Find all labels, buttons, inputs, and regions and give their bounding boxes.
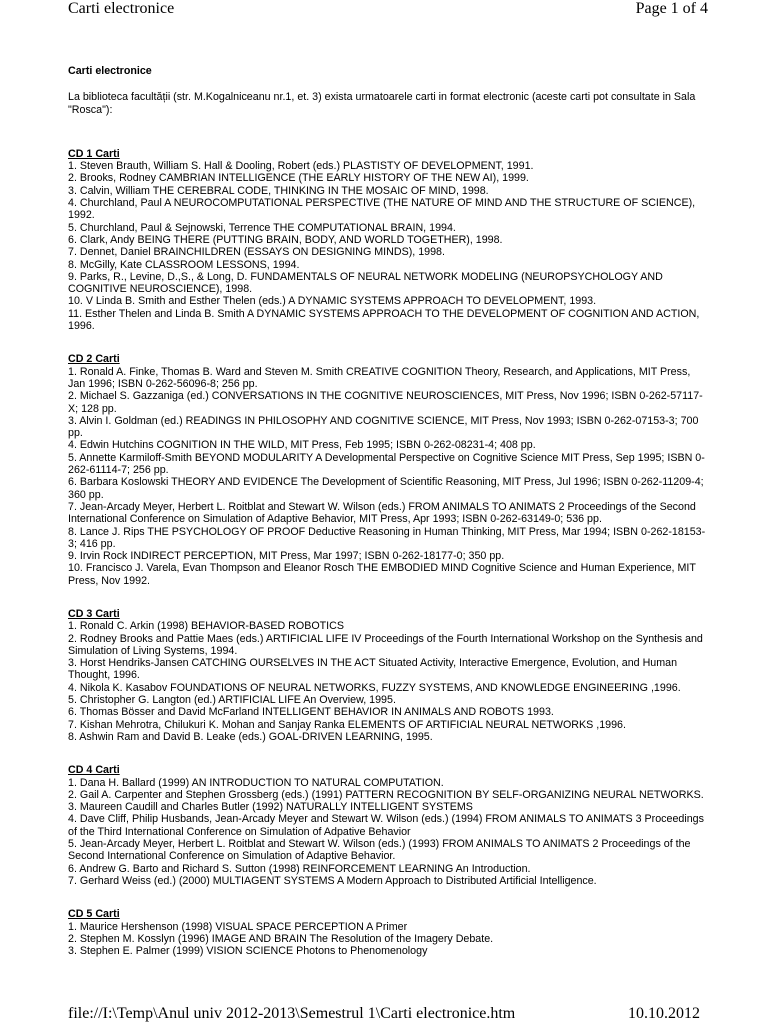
book-entry: 3. Alvin I. Goldman (ed.) READINGS IN PHILOSOPHY AND COGNITIVE SCIENCE, MIT Press, Nov 1993; ISBN 0-262-07153-3; 700 pp. bbox=[68, 414, 699, 440]
book-entry: 7. Jean-Arcady Meyer, Herbert L. Roitblat and Stewart W. Wilson (eds.) FROM ANIMALS TO ANIMATS 2 Proceedings of the Second International Conference on Simulation of Adaptive Behavior, MIT Press, Apr 1993; ISBN 0-262-63149-0; 536 pp. bbox=[68, 500, 696, 526]
cd-heading: CD 2 Carti bbox=[68, 353, 120, 366]
file-path: file://I:\Temp\Anul univ 2012-2013\Semestrul 1\Carti electronice.htm bbox=[68, 1005, 516, 1022]
book-entry: 1. Ronald A. Finke, Thomas B. Ward and Steven M. Smith CREATIVE COGNITION Theory, Research, and Applications, MIT Press, Jan 1996; ISBN 0-262-56096-8; 256 pp. bbox=[68, 365, 691, 390]
page-header bbox=[68, 0, 708, 22]
book-entry: 5. Churchland, Paul & Sejnowski, Terrence THE COMPUTATIONAL BRAIN, 1994. bbox=[68, 221, 456, 234]
cd-heading: CD 1 Carti bbox=[68, 147, 120, 160]
cd-heading: CD 5 Carti bbox=[68, 908, 120, 921]
cd-section-2 bbox=[68, 353, 708, 587]
header-title: Carti electronice bbox=[68, 0, 175, 17]
book-entry: 8. Ashwin Ram and David B. Leake (eds.) GOAL-DRIVEN LEARNING, 1995. bbox=[68, 730, 433, 743]
book-entry: 4. Dave Cliff, Philip Husbands, Jean-Arcady Meyer and Stewart W. Wilson (eds.) (1994) FROM ANIMALS TO ANIMATS 3 Proceedings of the Third International Conference on Simulation of Adpative Behavior bbox=[68, 813, 704, 838]
book-entry: 3. Stephen E. Palmer (1999) VISION SCIENCE Photons to Phenomenology bbox=[68, 945, 428, 958]
book-entry: 2. Rodney Brooks and Pattie Maes (eds.) ARTIFICIAL LIFE IV Proceedings of the Fourth International Workshop on the Synthesis and Simulation of Living Systems, 1994. bbox=[68, 632, 703, 657]
book-entry: 2. Stephen M. Kosslyn (1996) IMAGE AND BRAIN The Resolution of the Imagery Debate. bbox=[68, 932, 494, 945]
book-list bbox=[68, 160, 708, 332]
book-entry: 10. V Linda B. Smith and Esther Thelen (eds.) A DYNAMIC SYSTEMS APPROACH TO DEVELOPMENT, 1993. bbox=[68, 295, 597, 308]
book-entry: 1. Dana H. Ballard (1999) AN INTRODUCTION TO NATURAL COMPUTATION. bbox=[68, 776, 444, 789]
book-entry: 5. Christopher G. Langton (ed.) ARTIFICIAL LIFE An Overview, 1995. bbox=[68, 694, 396, 707]
book-entry: 9. Irvin Rock INDIRECT PERCEPTION, MIT Press, Mar 1997; ISBN 0-262-18177-0; 350 pp. bbox=[68, 550, 505, 563]
book-entry: 6. Clark, Andy BEING THERE (PUTTING BRAIN, BODY, AND WORLD TOGETHER), 1998. bbox=[68, 233, 503, 246]
book-entry: 10. Francisco J. Varela, Evan Thompson and Eleanor Rosch THE EMBODIED MIND Cognitive Science and Human Experience, MIT Press, Nov 1992. bbox=[68, 562, 696, 587]
book-list bbox=[68, 921, 708, 958]
book-entry: 1. Steven Brauth, William S. Hall & Dooling, Robert (eds.) PLASTISTY OF DEVELOPMENT, 1991. bbox=[68, 160, 534, 173]
book-entry: 6. Barbara Koslowski THEORY AND EVIDENCE The Development of Scientific Reasoning, MIT Press, Jul 1996; ISBN 0-262-11209-4; 360 pp. bbox=[68, 476, 704, 501]
book-list bbox=[68, 620, 708, 743]
book-entry: 4. Churchland, Paul A NEUROCOMPUTATIONAL PERSPECTIVE (THE NATURE OF MIND AND THE STRUCTURE OF SCIENCE), 1992. bbox=[68, 197, 696, 222]
book-entry: 3. Horst Hendriks-Jansen CATCHING OURSELVES IN THE ACT Situated Activity, Interactive Emergence, Evolution, and Human Thought, 1996. bbox=[68, 657, 678, 682]
book-entry: 7. Gerhard Weiss (ed.) (2000) MULTIAGENT SYSTEMS A Modern Approach to Distributed Artificial Intelligence. bbox=[68, 874, 597, 887]
intro-paragraph: La biblioteca facultății (str. M.Kogalniceanu nr.1, et. 3) exista urmatoarele carti in format electronic (aceste carti pot consultate in Sala "Rosca"): bbox=[68, 91, 696, 116]
book-entry: 9. Parks, R., Levine, D.,S., & Long, D. FUNDAMENTALS OF NEURAL NETWORK MODELING (NEUROPSYCHOLOGY AND COGNITIVE NEUROSCIENCE), 1998. bbox=[68, 270, 663, 296]
book-entry: 5. Annette Karmiloff-Smith BEYOND MODULARITY A Developmental Perspective on Cognitive Science MIT Press, Sep 1995; ISBN 0-262-61114-7; 256 pp. bbox=[68, 451, 705, 477]
book-list bbox=[68, 366, 708, 587]
book-entry: 6. Thomas Bösser and David McFarland INTELLIGENT BEHAVIOR IN ANIMALS AND ROBOTS 1993. bbox=[68, 706, 554, 719]
book-entry: 7. Kishan Mehrotra, Chilukuri K. Mohan and Sanjay Ranka ELEMENTS OF ARTIFICIAL NEURAL NETWORKS ,1996. bbox=[68, 718, 626, 731]
cd-heading: CD 4 Carti bbox=[68, 764, 120, 777]
book-entry: 11. Esther Thelen and Linda B. Smith A DYNAMIC SYSTEMS APPROACH TO THE DEVELOPMENT OF COGNITION AND ACTION, 1996. bbox=[68, 307, 700, 333]
book-entry: 1. Maurice Hershenson (1998) VISUAL SPACE PERCEPTION A Primer bbox=[68, 920, 408, 933]
book-entry: 3. Calvin, William THE CEREBRAL CODE, THINKING IN THE MOSAIC OF MIND, 1998. bbox=[68, 184, 489, 197]
book-entry: 5. Jean-Arcady Meyer, Herbert L. Roitblat and Stewart W. Wilson (eds.) (1993) FROM ANIMALS TO ANIMATS 2 Proceedings of the Second International Conference on Simulation of Adaptive Behavior. bbox=[68, 838, 691, 863]
cd-section-3 bbox=[68, 608, 708, 743]
book-entry: 3. Maureen Caudill and Charles Butler (1992) NATURALLY INTELLIGENT SYSTEMS bbox=[68, 801, 473, 814]
book-list bbox=[68, 777, 708, 888]
cd-section-1 bbox=[68, 148, 708, 332]
book-entry: 2. Gail A. Carpenter and Stephen Grossberg (eds.) (1991) PATTERN RECOGNITION BY SELF-ORGANIZING NEURAL NETWORKS. bbox=[68, 788, 704, 801]
page-footer bbox=[68, 1005, 700, 1023]
book-entry: 4. Nikola K. Kasabov FOUNDATIONS OF NEURAL NETWORKS, FUZZY SYSTEMS, AND KNOWLEDGE ENGINEERING ,1996. bbox=[68, 681, 681, 694]
document-title: Carti electronice bbox=[68, 65, 152, 77]
book-entry: 6. Andrew G. Barto and Richard S. Sutton (1998) REINFORCEMENT LEARNING An Introduction. bbox=[68, 862, 531, 875]
book-entry: 8. Lance J. Rips THE PSYCHOLOGY OF PROOF Deductive Reasoning in Human Thinking, MIT Press, Mar 1994; ISBN 0-262-18153-3; 416 pp. bbox=[68, 525, 706, 550]
book-entry: 1. Ronald C. Arkin (1998) BEHAVIOR-BASED ROBOTICS bbox=[68, 620, 344, 633]
cd-section-4 bbox=[68, 764, 708, 887]
print-date: 10.10.2012 bbox=[628, 1005, 700, 1022]
cd-section-5 bbox=[68, 908, 708, 957]
book-entry: 8. McGilly, Kate CLASSROOM LESSONS, 1994. bbox=[68, 258, 300, 271]
book-entry: 2. Michael S. Gazzaniga (ed.) CONVERSATIONS IN THE COGNITIVE NEUROSCIENCES, MIT Press, Nov 1996; ISBN 0-262-57117-X; 128 pp. bbox=[68, 390, 703, 415]
cd-heading: CD 3 Carti bbox=[68, 607, 120, 620]
document-body bbox=[68, 65, 708, 957]
book-entry: 2. Brooks, Rodney CAMBRIAN INTELLIGENCE (THE EARLY HISTORY OF THE NEW AI), 1999. bbox=[68, 172, 529, 185]
page-number: Page 1 of 4 bbox=[635, 0, 708, 17]
book-entry: 7. Dennet, Daniel BRAINCHILDREN (ESSAYS ON DESIGNING MINDS), 1998. bbox=[68, 246, 445, 259]
book-entry: 4. Edwin Hutchins COGNITION IN THE WILD, MIT Press, Feb 1995; ISBN 0-262-08231-4; 408 pp. bbox=[68, 439, 536, 452]
